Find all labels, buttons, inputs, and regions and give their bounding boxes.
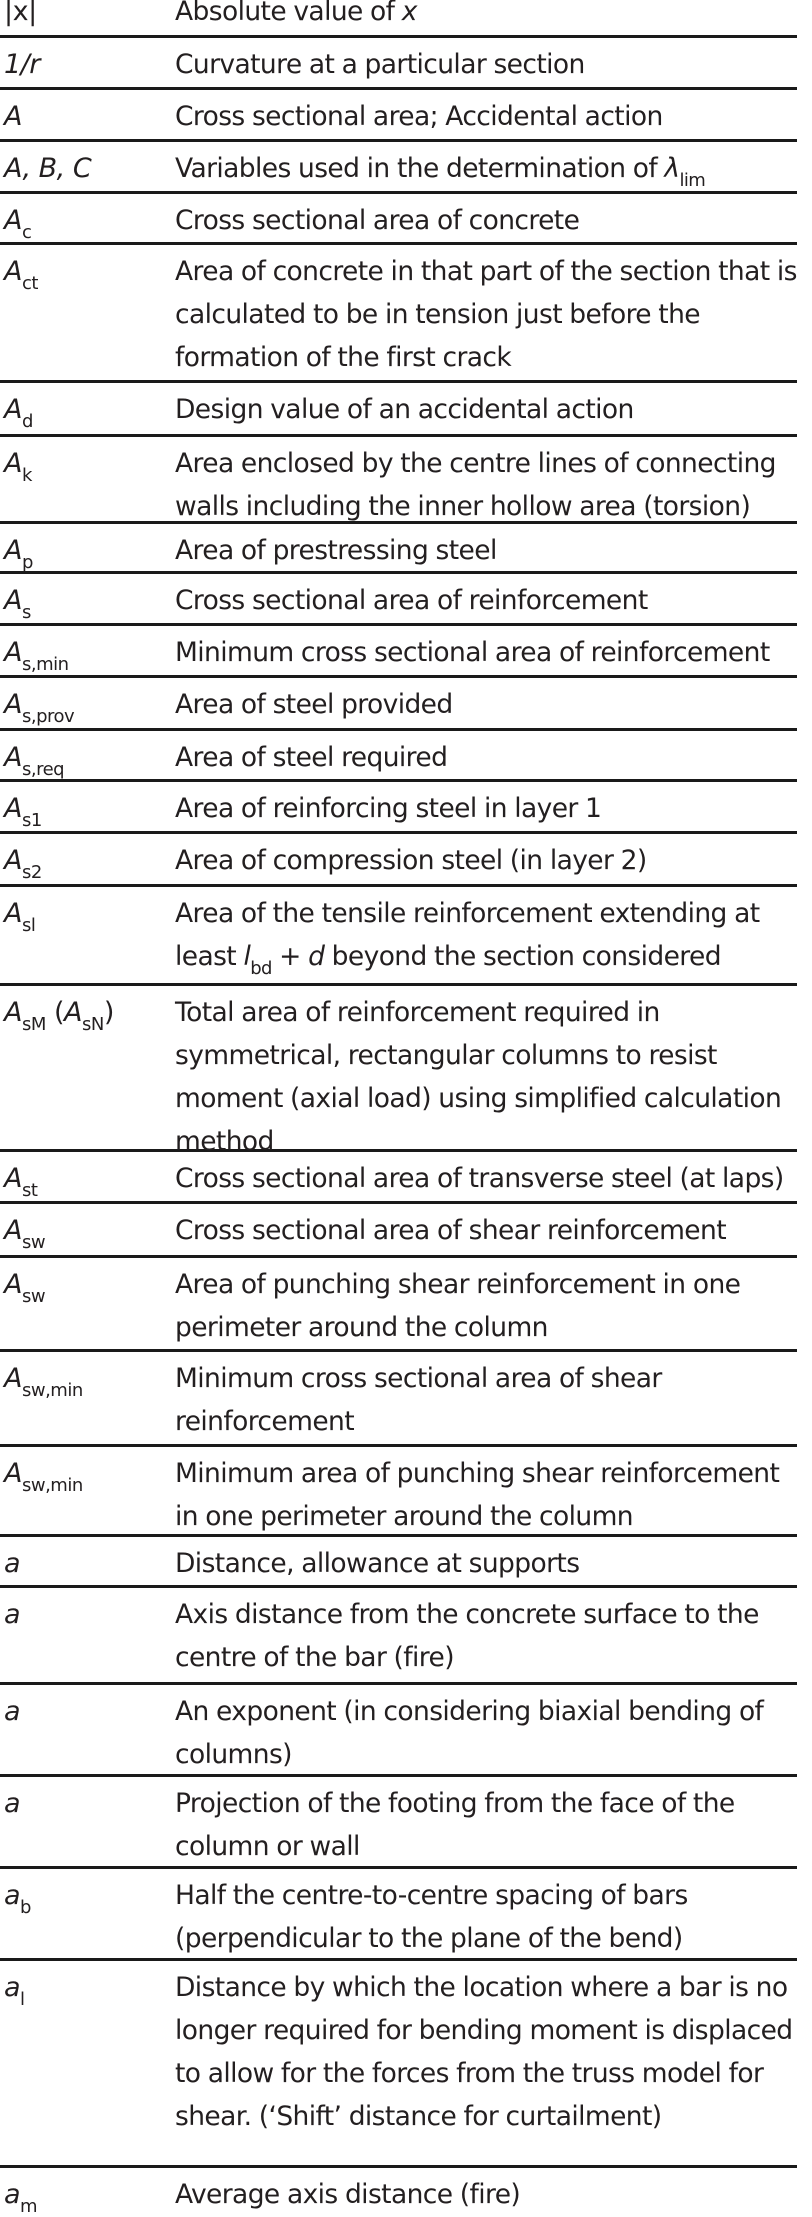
symbol-cell bbox=[0, 1869, 175, 1958]
symbol: A bbox=[4, 394, 22, 425]
table-row bbox=[0, 887, 797, 986]
paren-close: ) bbox=[103, 997, 114, 1028]
description: An exponent (in considering biaxial bending of columns) bbox=[175, 1696, 764, 1770]
symbol: A bbox=[4, 1163, 22, 1194]
symbol: a bbox=[4, 1788, 21, 1819]
symbol-cell bbox=[0, 1588, 175, 1682]
symbol-cell bbox=[0, 90, 175, 139]
symbol-cell bbox=[0, 678, 175, 728]
symbol-cell bbox=[0, 1447, 175, 1534]
table-row bbox=[0, 2168, 797, 2217]
description-cell bbox=[175, 90, 797, 139]
description-cell bbox=[175, 731, 797, 779]
symbol: a bbox=[4, 1972, 21, 2003]
d-symbol: d bbox=[308, 941, 325, 972]
description: Projection of the footing from the face of the column or wall bbox=[175, 1788, 735, 1862]
symbol: A bbox=[4, 637, 22, 668]
description-cell bbox=[175, 626, 797, 675]
description-cell bbox=[175, 383, 797, 434]
description: Cross sectional area of reinforcement bbox=[175, 585, 648, 616]
symbol-cell bbox=[0, 887, 175, 983]
symbol: a bbox=[4, 1696, 21, 1727]
symbol-cell bbox=[0, 1961, 175, 2165]
description: Half the centre-to-centre spacing of bars (perpendicular to the plane of the bend) bbox=[175, 1880, 688, 1954]
description: Average axis distance (fire) bbox=[175, 2179, 521, 2210]
table-row bbox=[0, 834, 797, 887]
table-row bbox=[0, 1685, 797, 1777]
symbol-cell bbox=[0, 194, 175, 242]
symbol: A bbox=[4, 535, 22, 566]
description-cell bbox=[175, 1537, 797, 1585]
table-row bbox=[0, 1152, 797, 1204]
symbol: A bbox=[4, 1269, 22, 1300]
symbol-subscript: b bbox=[20, 1897, 31, 1918]
symbol: A bbox=[4, 205, 22, 236]
table-row bbox=[0, 1588, 797, 1685]
description: Area of punching shear reinforcement in one perimeter around the column bbox=[175, 1269, 741, 1343]
symbol: A bbox=[4, 845, 22, 876]
l-subscript: bd bbox=[250, 958, 272, 979]
symbol-subscript: sl bbox=[21, 915, 36, 936]
description: Area of prestressing steel bbox=[175, 535, 497, 566]
symbol-subscript: l bbox=[20, 1989, 25, 2010]
symbol-subscript: c bbox=[21, 222, 32, 243]
symbol: 1/r bbox=[4, 49, 40, 80]
description: Axis distance from the concrete surface to the centre of the bar (fire) bbox=[175, 1599, 759, 1673]
description: Distance, allowance at supports bbox=[175, 1548, 580, 1579]
table-row bbox=[0, 524, 797, 574]
description-cell bbox=[175, 887, 797, 983]
symbol-cell bbox=[0, 1352, 175, 1444]
description-cell bbox=[175, 524, 797, 571]
symbol-cell bbox=[0, 524, 175, 571]
symbol-subscript: sM bbox=[21, 1014, 46, 1035]
description-italic: x bbox=[401, 0, 417, 27]
description: Area of the tensile reinforcement extending at least bbox=[175, 898, 760, 972]
description-cell bbox=[175, 1352, 797, 1444]
symbol-subscript: sw,min bbox=[21, 1380, 83, 1401]
table-row bbox=[0, 782, 797, 834]
symbol: A bbox=[4, 1363, 22, 1394]
symbol-cell bbox=[0, 2168, 175, 2217]
table-row bbox=[0, 1777, 797, 1869]
symbol: a bbox=[4, 2179, 21, 2210]
description-cell bbox=[175, 574, 797, 623]
symbol-subscript: s2 bbox=[21, 862, 42, 883]
symbol: a bbox=[4, 1599, 21, 1630]
symbol: A bbox=[4, 997, 22, 1028]
table-row bbox=[0, 0, 797, 38]
table-row bbox=[0, 1204, 797, 1258]
description: Curvature at a particular section bbox=[175, 49, 585, 80]
table-row bbox=[0, 90, 797, 142]
table-row bbox=[0, 1869, 797, 1961]
symbol: A bbox=[4, 101, 22, 132]
symbol-cell bbox=[0, 1537, 175, 1585]
table-row bbox=[0, 194, 797, 245]
table-row bbox=[0, 678, 797, 731]
description: Cross sectional area; Accidental action bbox=[175, 101, 663, 132]
description: Variables used in the determination of bbox=[175, 153, 665, 184]
table-row bbox=[0, 574, 797, 626]
description: Minimum area of punching shear reinforcement in one perimeter around the column bbox=[175, 1458, 780, 1532]
symbol: A bbox=[4, 689, 22, 720]
description-cell bbox=[175, 1777, 797, 1866]
symbol: a bbox=[4, 1880, 21, 1911]
symbol: A, B, C bbox=[4, 153, 92, 184]
table-row bbox=[0, 245, 797, 383]
symbol: A bbox=[4, 1215, 22, 1246]
symbol-cell bbox=[0, 1258, 175, 1349]
description-cell bbox=[175, 194, 797, 242]
table-row bbox=[0, 383, 797, 437]
symbol: |x| bbox=[4, 0, 37, 27]
symbol-subscript: s,req bbox=[21, 759, 65, 780]
symbol-cell bbox=[0, 38, 175, 87]
symbol-subscript: sw,min bbox=[21, 1475, 83, 1496]
description-cell bbox=[175, 0, 797, 35]
description-cell bbox=[175, 1204, 797, 1255]
symbol-subscript: s,prov bbox=[21, 706, 75, 727]
table-row bbox=[0, 142, 797, 194]
description-cell bbox=[175, 1685, 797, 1774]
symbol-cell bbox=[0, 782, 175, 831]
symbol-alt-subscript: sN bbox=[82, 1014, 104, 1035]
symbol-subscript: st bbox=[21, 1180, 38, 1201]
description-cell bbox=[175, 437, 797, 521]
description: Area of steel required bbox=[175, 742, 448, 773]
symbol-subscript: k bbox=[21, 465, 32, 486]
description: Area enclosed by the centre lines of connecting walls including the inner hollow area (torsion) bbox=[175, 448, 776, 522]
description: Design value of an accidental action bbox=[175, 394, 634, 425]
description: Area of concrete in that part of the section that is calculated to be in tension just before the formation of the first crack bbox=[175, 256, 797, 373]
symbol: a bbox=[4, 1548, 21, 1579]
symbol-cell bbox=[0, 986, 175, 1149]
table-row bbox=[0, 437, 797, 524]
plus-text: + bbox=[271, 941, 309, 972]
description: Distance by which the location where a bar is no longer required for bending moment is displaced to allow for the forces from the truss model for shear. (‘Shift’ distance for curtailment) bbox=[175, 1972, 793, 2132]
symbol-cell bbox=[0, 1204, 175, 1255]
table-row bbox=[0, 38, 797, 90]
symbol-cell bbox=[0, 437, 175, 521]
description: Minimum cross sectional area of reinforcement bbox=[175, 637, 770, 668]
symbol-subscript: m bbox=[20, 2196, 38, 2217]
description: Total area of reinforcement required in symmetrical, rectangular columns to resist moment (axial load) using simplified calculation method bbox=[175, 997, 782, 1157]
symbol: A bbox=[4, 793, 22, 824]
table-row bbox=[0, 626, 797, 678]
symbol-subscript: sw bbox=[21, 1232, 46, 1253]
description-cell bbox=[175, 782, 797, 831]
description: Minimum cross sectional area of shear reinforcement bbox=[175, 1363, 662, 1437]
description-cell bbox=[175, 986, 797, 1157]
description-cell bbox=[175, 1869, 797, 1958]
symbol-subscript: sw bbox=[21, 1286, 46, 1307]
table-row bbox=[0, 1258, 797, 1352]
table-row bbox=[0, 1961, 797, 2168]
symbol: A bbox=[4, 585, 22, 616]
description-cell bbox=[175, 1588, 797, 1682]
description-cell bbox=[175, 1961, 797, 2165]
symbol-cell bbox=[0, 0, 175, 35]
symbol: A bbox=[4, 256, 22, 287]
symbol-cell bbox=[0, 731, 175, 779]
table-row bbox=[0, 1447, 797, 1537]
lambda-subscript: lim bbox=[679, 170, 706, 191]
symbol-subscript: p bbox=[21, 552, 33, 573]
symbol-cell bbox=[0, 834, 175, 884]
description-cell bbox=[175, 2168, 797, 2208]
table-row bbox=[0, 731, 797, 782]
symbol-cell bbox=[0, 1777, 175, 1866]
lambda-symbol: λ bbox=[664, 153, 680, 184]
table-row bbox=[0, 1537, 797, 1588]
symbol: A bbox=[4, 742, 22, 773]
symbol-subscript: s bbox=[21, 602, 31, 623]
paren-open: ( bbox=[45, 997, 65, 1028]
description-cell bbox=[175, 245, 797, 380]
symbol-cell bbox=[0, 383, 175, 434]
symbol-cell bbox=[0, 574, 175, 623]
symbol: A bbox=[4, 1458, 22, 1489]
description-cell bbox=[175, 1447, 797, 1534]
symbol: A bbox=[4, 448, 22, 479]
description: Cross sectional area of concrete bbox=[175, 205, 580, 236]
symbol-cell bbox=[0, 142, 175, 191]
description: Cross sectional area of transverse steel (at laps) bbox=[175, 1163, 784, 1194]
l-symbol: l bbox=[243, 941, 251, 972]
symbol-subscript: s,min bbox=[21, 654, 69, 675]
symbol-cell bbox=[0, 626, 175, 675]
table-row bbox=[0, 986, 797, 1157]
description-cell bbox=[175, 1258, 797, 1349]
description-cell bbox=[175, 834, 797, 884]
description-cell bbox=[175, 142, 797, 191]
symbol-cell bbox=[0, 1152, 175, 1201]
symbol-alt: A bbox=[64, 997, 83, 1028]
description-cell bbox=[175, 678, 797, 728]
description-cell bbox=[175, 1152, 797, 1201]
symbol-subscript: d bbox=[21, 411, 33, 432]
symbol: A bbox=[4, 898, 22, 929]
description-tail: beyond the section considered bbox=[324, 941, 721, 972]
table-row bbox=[0, 1352, 797, 1447]
description: Cross sectional area of shear reinforcement bbox=[175, 1215, 726, 1246]
symbol-subscript: s1 bbox=[21, 810, 42, 831]
description: Area of reinforcing steel in layer 1 bbox=[175, 793, 602, 824]
description-cell bbox=[175, 38, 797, 87]
description: Absolute value of bbox=[175, 0, 402, 27]
symbol-cell bbox=[0, 1685, 175, 1774]
symbol-subscript: ct bbox=[21, 273, 38, 294]
description: Area of compression steel (in layer 2) bbox=[175, 845, 647, 876]
symbol-cell bbox=[0, 245, 175, 380]
description: Area of steel provided bbox=[175, 689, 453, 720]
